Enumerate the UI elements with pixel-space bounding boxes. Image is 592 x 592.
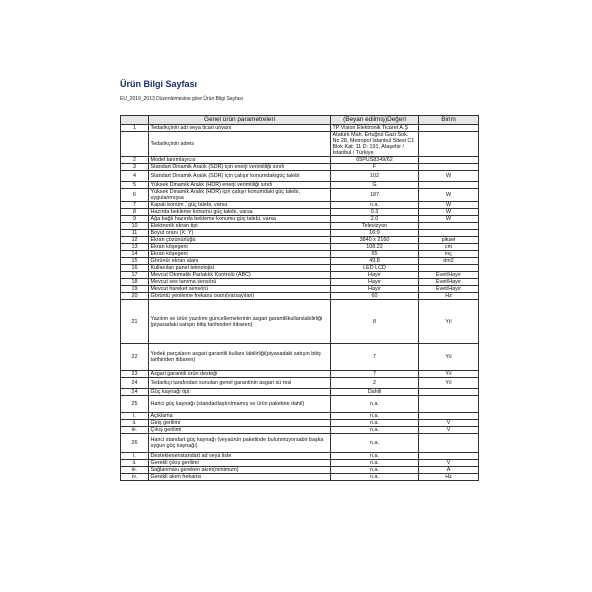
row-unit [419, 132, 479, 157]
row-value: 16:9 [331, 230, 419, 237]
row-number: 5 [121, 182, 149, 189]
row-value: LED LCD [331, 265, 419, 272]
row-parameter: Mevcut ses tanıma sensörü [149, 279, 331, 286]
row-unit: Yıl [419, 344, 479, 371]
row-parameter: Ekran köşegeni [149, 251, 331, 258]
row-unit: V [419, 460, 479, 467]
row-number: 4 [121, 171, 149, 182]
row-number: 14 [121, 251, 149, 258]
row-unit [419, 413, 479, 420]
row-value: n.a. [331, 202, 419, 209]
row-number: iv. [121, 474, 149, 481]
row-value: n.a. [331, 474, 419, 481]
table-row [121, 467, 479, 474]
row-value: 7 [331, 371, 419, 378]
table-row [121, 265, 479, 272]
table-row [121, 157, 479, 164]
row-number: 9 [121, 216, 149, 223]
row-value: n.a. [331, 434, 419, 453]
product-info-table [120, 115, 479, 481]
table-row [121, 171, 479, 182]
row-value: Dahili [331, 389, 419, 396]
table-row [121, 378, 479, 389]
row-value: Hayır [331, 286, 419, 293]
table-header-row [121, 116, 479, 125]
row-value: Televizyon [331, 223, 419, 230]
row-parameter: Yazılım ve ürün yazılımı güncellemelerinin asgari garantilikullanılabilirliği (piyasadaki satışın bitiş tarihinden itibaren) [149, 300, 331, 344]
row-number: 18 [121, 279, 149, 286]
row-parameter: Boyut oranı (X: Y) [149, 230, 331, 237]
row-parameter: Yedek parçaların asgari garantili kullanı labilirliği(piyasadaki satışın bitiş tarihinden itibaren) [149, 344, 331, 371]
row-value: n.a. [331, 420, 419, 427]
header-unit: Birim [419, 116, 479, 125]
row-unit: Yıl [419, 300, 479, 344]
row-parameter: Yüksek Dinamik Aralık (HDR) için çalışır konumdaki güç talebi, uygulanmışsa [149, 189, 331, 202]
row-unit: W [419, 216, 479, 223]
table-row [121, 371, 479, 378]
row-number: 15 [121, 258, 149, 265]
row-parameter: Desteklenenstandart ad veya liste [149, 453, 331, 460]
row-parameter: Yüksek Dinamik Aralık (HDR) enerji verimliliği sınıfı [149, 182, 331, 189]
row-number: 24 [121, 389, 149, 396]
row-parameter: Açıklama [149, 413, 331, 420]
row-unit [419, 157, 479, 164]
header-value: (Beyan edilmiş)Değeri [331, 116, 419, 125]
table-row [121, 182, 479, 189]
row-parameter: Görüntü yenileme frekans oranı(varsayılan) [149, 293, 331, 300]
row-number: 6 [121, 189, 149, 202]
row-unit: W [419, 189, 479, 202]
row-parameter: Hazırda bekleme konumu güç talebi, varsa [149, 209, 331, 216]
row-value: 2 [331, 378, 419, 389]
row-number: i. [121, 413, 149, 420]
row-number: 17 [121, 272, 149, 279]
row-unit [419, 125, 479, 132]
row-unit [419, 434, 479, 453]
row-value: n.a. [331, 413, 419, 420]
row-unit [419, 230, 479, 237]
row-parameter: Sağlanması gereken akım(minimum) [149, 467, 331, 474]
row-parameter: Gerekli akım frekansı [149, 474, 331, 481]
row-value: n.a. [331, 453, 419, 460]
row-number [121, 132, 149, 157]
row-number: 7 [121, 202, 149, 209]
table-row [121, 293, 479, 300]
row-unit: Hz [419, 474, 479, 481]
row-number: 24 [121, 378, 149, 389]
table-row [121, 413, 479, 420]
row-unit: W [419, 202, 479, 209]
row-number: iii. [121, 467, 149, 474]
row-parameter: Çıkış gerilimi [149, 427, 331, 434]
header-no [121, 116, 149, 125]
row-value: 0.3 [331, 209, 419, 216]
table-row [121, 286, 479, 293]
table-row [121, 434, 479, 453]
row-parameter: Ağa bağlı hazırda bekleme konumu güç talebi, varsa [149, 216, 331, 223]
row-value: n.a. [331, 427, 419, 434]
table-row [121, 125, 479, 132]
table-row [121, 272, 479, 279]
row-number: i. [121, 453, 149, 460]
table-row [121, 453, 479, 460]
table-row [121, 209, 479, 216]
row-value: 7 [331, 344, 419, 371]
row-unit: Yıl [419, 371, 479, 378]
row-number: 16 [121, 265, 149, 272]
row-parameter: Mevcut Otomatik Parlaklık Kontrolü (ABC) [149, 272, 331, 279]
row-value: 65PUS8349/62 [331, 157, 419, 164]
row-value: 102 [331, 171, 419, 182]
header-parameter: Genel ürün parametreleri [149, 116, 331, 125]
table-row [121, 389, 479, 396]
row-number: 21 [121, 300, 149, 344]
row-parameter: Ekran köşegeni [149, 244, 331, 251]
row-number: 12 [121, 237, 149, 244]
row-number: 25 [121, 396, 149, 413]
row-number: 26 [121, 434, 149, 453]
row-number: ii. [121, 460, 149, 467]
row-value: Hayır [331, 272, 419, 279]
table-row [121, 279, 479, 286]
row-number: 3 [121, 164, 149, 171]
table-row [121, 474, 479, 481]
row-value: 49.8 [331, 258, 419, 265]
table-row [121, 427, 479, 434]
row-unit [419, 389, 479, 396]
table-row [121, 258, 479, 265]
row-unit: V [419, 427, 479, 434]
row-number: 23 [121, 371, 149, 378]
row-value: 108.22 [331, 244, 419, 251]
row-unit: dm2 [419, 258, 479, 265]
row-parameter: Giriş gerilimi [149, 420, 331, 427]
row-value: n.a. [331, 396, 419, 413]
row-value: Hayır [331, 279, 419, 286]
row-unit: piksel [419, 237, 479, 244]
table-row [121, 244, 479, 251]
row-value: 60 [331, 293, 419, 300]
row-value: TP Vision Elektronik Ticaret A.Ş [331, 125, 419, 132]
row-parameter: Standart Dinamik Aralık (SDR) için enerji verimliliği sınıfı [149, 164, 331, 171]
row-value: n.a. [331, 460, 419, 467]
row-number: 11 [121, 230, 149, 237]
row-number: iii. [121, 427, 149, 434]
row-number: 19 [121, 286, 149, 293]
row-parameter: Harici güç kaynağı (standartlaştırılmamış ve ürün paketine dahil) [149, 396, 331, 413]
table-row [121, 189, 479, 202]
row-unit: Hz [419, 293, 479, 300]
row-unit: V [419, 420, 479, 427]
row-parameter: Gerekli çıkış gerilimi [149, 460, 331, 467]
row-number: 1 [121, 125, 149, 132]
row-number: ii. [121, 420, 149, 427]
table-row [121, 396, 479, 413]
row-parameter: Tedarikçinin adı veya ticari unvanı [149, 125, 331, 132]
table-row [121, 300, 479, 344]
row-unit [419, 396, 479, 413]
row-parameter: Görünür ekran alanı [149, 258, 331, 265]
table-row [121, 237, 479, 244]
row-parameter: Asgari garantili ürün desteği [149, 371, 331, 378]
row-value: n.a. [331, 467, 419, 474]
row-value: Atatürk Mah. Ertuğrul Gazi Sok. No 28, Metropol İstanbul Sitesi C1 Blok Kat: 11 D: 191, Ataşehir / İstanbul / Türkiye [331, 132, 419, 157]
row-parameter: Mevcut hareket sensörü [149, 286, 331, 293]
row-unit: A [419, 467, 479, 474]
row-number: 10 [121, 223, 149, 230]
row-value: 187 [331, 189, 419, 202]
row-parameter: Kullanılan panel teknolojisi [149, 265, 331, 272]
row-unit: W [419, 171, 479, 182]
row-value: G [331, 182, 419, 189]
table-row [121, 223, 479, 230]
table-row [121, 460, 479, 467]
row-value: 8 [331, 300, 419, 344]
row-unit: cm [419, 244, 479, 251]
row-parameter: Ekran çözünürlüğü [149, 237, 331, 244]
table-row [121, 420, 479, 427]
row-unit: inç [419, 251, 479, 258]
row-parameter: Tedarikçi tarafından sunulan genel garantinin asgari sü resi [149, 378, 331, 389]
table-row [121, 216, 479, 223]
row-number: 22 [121, 344, 149, 371]
row-number: 13 [121, 244, 149, 251]
row-parameter: Model tanımlayıcıs [149, 157, 331, 164]
row-unit: Evet/Hayır [419, 272, 479, 279]
page-title: Ürün Bilgi Sayfası [120, 79, 198, 89]
row-parameter: Tedarikçinin adres [149, 132, 331, 157]
row-parameter: Standart Dinamik Aralık (SDR) için çalışır konumdakigüç talebi [149, 171, 331, 182]
row-unit: Evet/Hayır [419, 279, 479, 286]
row-parameter: Elektronik ekran tipi [149, 223, 331, 230]
table-row [121, 164, 479, 171]
row-value: 2.0 [331, 216, 419, 223]
table-row [121, 132, 479, 157]
row-unit [419, 265, 479, 272]
row-parameter: Güç kaynağı tipi: [149, 389, 331, 396]
row-unit: Yıl [419, 378, 479, 389]
row-unit [419, 223, 479, 230]
table-row [121, 251, 479, 258]
row-parameter: Harici standart güç kaynağı (veyaürün paketinde bulunmuyorsabir başka uygun güç kaynağı) [149, 434, 331, 453]
row-value: 3840 x 2160 [331, 237, 419, 244]
row-value: 65 [331, 251, 419, 258]
row-parameter: Kapalı konum , güç talebi, varsa [149, 202, 331, 209]
table-row [121, 202, 479, 209]
row-number: 20 [121, 293, 149, 300]
row-unit: Evet/Hayır [419, 286, 479, 293]
row-unit [419, 182, 479, 189]
row-unit [419, 453, 479, 460]
page-subtitle: EU_2019_2013 Düzenlemesine göre Ürün Bilgi Sayfası [120, 96, 244, 102]
table-row [121, 344, 479, 371]
row-value: F [331, 164, 419, 171]
row-unit [419, 164, 479, 171]
row-unit: W [419, 209, 479, 216]
row-number: 8 [121, 209, 149, 216]
row-number: 2 [121, 157, 149, 164]
table-row [121, 230, 479, 237]
